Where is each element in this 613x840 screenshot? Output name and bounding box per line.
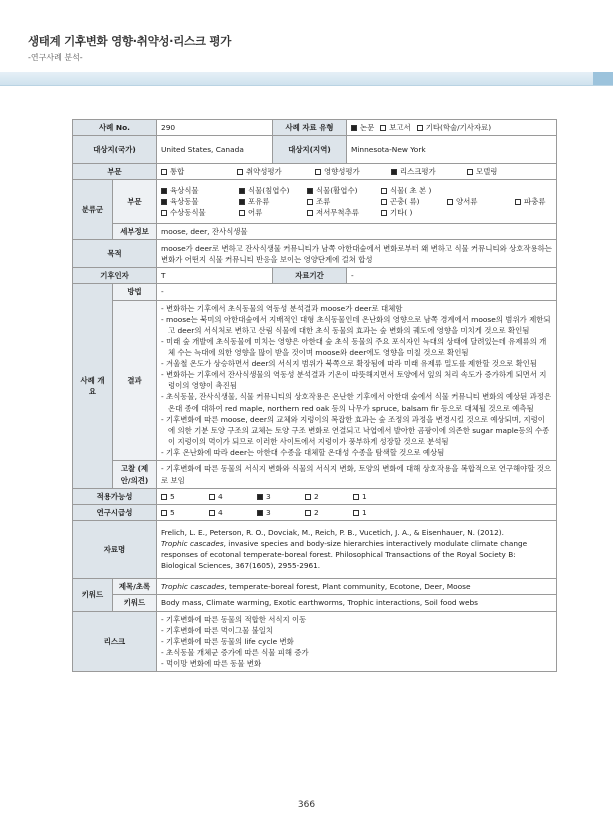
checkbox-option[interactable]: [307, 185, 375, 196]
checkbox-label: 1: [362, 492, 367, 502]
unchecked-box-icon[interactable]: [239, 210, 245, 216]
checked-box-icon[interactable]: [307, 188, 313, 194]
checkbox-option[interactable]: [381, 196, 441, 207]
checkbox-label: 식물(활엽수): [316, 186, 358, 196]
checkbox-label: 모델링: [476, 167, 498, 177]
data-type-options: [347, 120, 557, 136]
unchecked-box-icon[interactable]: [381, 199, 387, 205]
kw-title-italic: Trophic cascades: [161, 582, 225, 592]
climate-factor-label: 기후인자: [73, 268, 157, 284]
checkbox-label: 1: [362, 508, 367, 518]
page-header-subtitle: -연구사례 분석-: [28, 53, 83, 62]
checkbox-option[interactable]: [417, 122, 491, 133]
unchecked-box-icon[interactable]: [380, 125, 386, 131]
results-item: - 미래 숲 개발에 초식동물에 미치는 영향은 아한대 숲 초식 동물의 주요 포식자인 늑대의 상태에 달려있는데 유제류의 개체 수는 늑대에 의한 영향을 많이 받을 것이며 moose와 deer에도 영향을 미칠 것으로 확인됨: [161, 336, 547, 357]
checkbox-label: 파충류: [524, 197, 546, 207]
checked-box-icon[interactable]: [161, 199, 167, 205]
method-value: -: [157, 284, 557, 300]
unchecked-box-icon[interactable]: [161, 210, 167, 216]
unchecked-box-icon[interactable]: [447, 199, 453, 205]
checkbox-option[interactable]: [237, 166, 309, 177]
unchecked-box-icon[interactable]: [307, 210, 313, 216]
checked-box-icon[interactable]: [257, 494, 263, 500]
checkbox-option[interactable]: [353, 507, 395, 518]
period-label: 자료기간: [273, 268, 347, 284]
checkbox-option[interactable]: [305, 491, 347, 502]
checkbox-option[interactable]: [239, 185, 301, 196]
results-item: - 초식동물, 잔사식생물, 식물 커뮤니티의 상호작용은 온난한 기후에서 아한대 숲에서 식물 커뮤니티 변화의 예상된 과정은 온대 종에 대하여 red maple, northern red oak 등의 나무가 spruce, balsam fir 등으로 대체될 것으로 예측됨: [161, 392, 552, 413]
country-value: United States, Canada: [157, 136, 273, 164]
discussion-value: - 기후변화에 따른 동물의 서식지 변화와 식물의 서식지 변화, 토양의 변화에 대해 상호작용을 복합적으로 연구해야할 것으로 보임: [157, 461, 557, 489]
discussion-label: 고찰 (제안/의견): [113, 461, 157, 489]
checkbox-option[interactable]: [381, 207, 441, 218]
risk-item: - 먹이망 변화에 따른 동물 변화: [161, 658, 262, 668]
risk-value: [157, 611, 557, 672]
classification-label: 분류군: [73, 180, 113, 240]
unchecked-box-icon[interactable]: [381, 188, 387, 194]
class-sector-label: 부문: [113, 180, 157, 224]
page-header-title: 생태계 기후변화 영향·취약성·리스크 평가: [28, 34, 231, 48]
checkbox-option[interactable]: [351, 122, 374, 133]
source-authors: Frelich, L. E., Peterson, R. O., Dovciak, M., Reich, P. B., Vucetich, J. A., & Eisenhauer, N. (2012).: [161, 527, 504, 537]
header-band-accent: [593, 72, 613, 85]
checkbox-option[interactable]: [257, 507, 299, 518]
class-options: [157, 180, 557, 224]
unchecked-box-icon[interactable]: [237, 169, 243, 175]
period-value: -: [347, 268, 557, 284]
unchecked-box-icon[interactable]: [381, 210, 387, 216]
checkbox-label: 수상동식물: [170, 208, 206, 218]
checkbox-label: 4: [218, 508, 223, 518]
unchecked-box-icon[interactable]: [417, 125, 423, 131]
header-band: [0, 72, 613, 85]
kw-title-value: [157, 579, 557, 595]
checkbox-label: 기타(학술/기사자료): [425, 123, 492, 132]
checked-box-icon[interactable]: [391, 169, 397, 175]
checkbox-label: 취약성평가: [246, 167, 282, 177]
checkbox-option[interactable]: [209, 507, 251, 518]
unchecked-box-icon[interactable]: [515, 199, 521, 205]
checkbox-label: 리스크평가: [400, 167, 436, 177]
risk-label: 리스크: [73, 611, 157, 672]
risk-item: - 기후변화에 따른 동물의 life cycle 변화: [161, 636, 294, 646]
checkbox-option[interactable]: [315, 166, 385, 177]
checkbox-label: 2: [314, 492, 319, 502]
checkbox-label: 5: [170, 492, 175, 502]
sector-options: [157, 164, 557, 180]
purpose-value: moose가 deer로 변하고 잔사식생물 커뮤니티가 남쪽 아한대숲에서 변화로부터 왜 변하고 식물 커뮤니티와 상호작용하는 변화가 어떤지 식물 커뮤니티 반응을 보이는 영양단계에 걸쳐 합성: [157, 240, 557, 268]
checkbox-label: 저서무척추류: [316, 208, 359, 218]
checkbox-label: 어류: [248, 208, 263, 218]
checkbox-option[interactable]: [161, 491, 203, 502]
purpose-label: 목적: [73, 240, 157, 268]
unchecked-box-icon[interactable]: [467, 169, 473, 175]
checkbox-option[interactable]: [209, 491, 251, 502]
applicability-label: 적용가능성: [73, 489, 157, 505]
checkbox-option[interactable]: [391, 166, 461, 177]
page-number: 366: [297, 800, 316, 810]
checkbox-option[interactable]: [161, 196, 233, 207]
checkbox-label: 보고서: [389, 123, 411, 132]
checked-box-icon[interactable]: [351, 125, 357, 131]
kw-keywords-value: Body mass, Climate warming, Exotic earthworms, Trophic interactions, Soil food webs: [157, 595, 557, 611]
checkbox-label: 육상식물: [170, 186, 199, 196]
source-title-italic: Trophic cascades: [161, 538, 224, 548]
unchecked-box-icon[interactable]: [307, 199, 313, 205]
method-label: 방법: [113, 284, 157, 300]
results-item: - 기후 온난화에 따라 deer는 아한대 수종을 대체할 온대성 수종을 탐색할 것으로 예상됨: [161, 447, 445, 457]
checkbox-option[interactable]: [161, 185, 233, 196]
checkbox-label: 3: [266, 508, 271, 518]
source-label: 자료명: [73, 521, 157, 579]
checkbox-label: 5: [170, 508, 175, 518]
case-no-value: 290: [157, 120, 273, 136]
urgency-options: [157, 505, 557, 521]
sector-label: 부문: [73, 164, 157, 180]
checkbox-label: 통합: [170, 167, 185, 177]
checkbox-option[interactable]: [305, 507, 347, 518]
results-value: [157, 300, 557, 461]
kw-title-rest: , temperate-boreal forest, Plant community, Ecotone, Deer, Moose: [224, 582, 471, 592]
checkbox-option[interactable]: [380, 122, 410, 133]
checkbox-label: 4: [218, 492, 223, 502]
checkbox-option[interactable]: [381, 185, 501, 196]
unchecked-box-icon[interactable]: [161, 510, 167, 516]
results-item: - 겨울철 온도가 상승하면서 deer의 서식지 범위가 북쪽으로 확장됨에 따라 미래 유제류 밀도를 제한할 것으로 확인됨: [161, 359, 538, 369]
risk-item: - 기후변화에 따른 동물의 적합한 서식지 이동: [161, 614, 307, 624]
source-value: [157, 521, 557, 579]
checkbox-label: 식물( 초 본 ): [390, 186, 432, 196]
unchecked-box-icon[interactable]: [353, 510, 359, 516]
checkbox-label: 기타( ): [390, 208, 413, 218]
country-label: 대상지(국가): [73, 136, 157, 164]
results-item: - moose는 북미의 아한대숲에서 지배적인 대형 초식동물인데 온난화의 영향으로 남쪽 경계에서 moose의 범위가 제한되고 deer의 서식처로 변하고 산림 식물에 대한 초식 동물의 효과는 숲 변화의 궤도에 영향을 미치게 것으로 확인됨: [161, 314, 551, 335]
checkbox-option[interactable]: [239, 207, 301, 218]
checkbox-option[interactable]: [307, 207, 375, 218]
checkbox-option[interactable]: [515, 196, 545, 207]
region-value: Minnesota-New York: [347, 136, 557, 164]
keywords-label: 키워드: [73, 579, 113, 611]
source-title-rest: , invasive species and body-size hierarchies interactively modulate climate change responses of ecotonal temperate-boreal forest. Philosophical Transactions of the Royal Society B: Biological Sciences, 367(1605), 2955-2961.: [161, 538, 528, 570]
case-no-label: 사례 No.: [73, 120, 157, 136]
checkbox-option[interactable]: [161, 207, 233, 218]
checkbox-label: 포유류: [248, 197, 270, 207]
checkbox-option[interactable]: [447, 196, 509, 207]
checkbox-label: 2: [314, 508, 319, 518]
unchecked-box-icon[interactable]: [353, 494, 359, 500]
checked-box-icon[interactable]: [257, 510, 263, 516]
results-item: - 변화하는 기후에서 초식동물의 역동성 분석결과 moose가 deer로 대체함: [161, 303, 403, 313]
applicability-options: [157, 489, 557, 505]
checked-box-icon[interactable]: [161, 188, 167, 194]
data-type-label: 사례 자료 유형: [273, 120, 347, 136]
unchecked-box-icon[interactable]: [315, 169, 321, 175]
checkbox-option[interactable]: [307, 196, 375, 207]
unchecked-box-icon[interactable]: [305, 494, 311, 500]
checkbox-option[interactable]: [257, 491, 299, 502]
checkbox-label: 영향성평가: [324, 167, 360, 177]
checkbox-label: 식물(침엽수): [248, 186, 290, 196]
unchecked-box-icon[interactable]: [209, 510, 215, 516]
urgency-label: 연구시급성: [73, 505, 157, 521]
case-table: [72, 119, 557, 672]
checkbox-label: 양서류: [456, 197, 478, 207]
kw-title-label: 제목/초록: [113, 579, 157, 595]
checkbox-label: 3: [266, 492, 271, 502]
results-item: - 변화하는 기후에서 잔사식생물의 역동성 분석결과 기온이 따뜻해지면서 토양에서 잎의 처리 속도가 증가하게 되면서 지렁이의 영향이 촉진됨: [161, 370, 547, 391]
climate-factor-value: T: [157, 268, 273, 284]
checkbox-option[interactable]: [467, 166, 527, 177]
overview-label: 사례 개요: [73, 284, 113, 489]
checkbox-option[interactable]: [161, 166, 231, 177]
risk-item: - 기후변화에 따른 먹이그물 불일치: [161, 625, 274, 635]
detail-label: 세부정보: [113, 224, 157, 240]
checkbox-option[interactable]: [353, 491, 395, 502]
results-label: 결과: [113, 300, 157, 461]
unchecked-box-icon[interactable]: [305, 510, 311, 516]
kw-keywords-label: 키워드: [113, 595, 157, 611]
region-label: 대상지(지역): [273, 136, 347, 164]
checkbox-label: 육상동물: [170, 197, 199, 207]
checkbox-option[interactable]: [239, 196, 301, 207]
checkbox-label: 논문: [360, 123, 375, 132]
checked-box-icon[interactable]: [239, 188, 245, 194]
checkbox-label: 곤충( 류): [390, 197, 420, 207]
unchecked-box-icon[interactable]: [161, 169, 167, 175]
checked-box-icon[interactable]: [239, 199, 245, 205]
checkbox-label: 조류: [316, 197, 331, 207]
detail-value: moose, deer, 잔사식생물: [157, 224, 557, 240]
risk-item: - 초식동물 개체군 증가에 따른 식물 피해 증가: [161, 647, 309, 657]
results-item: - 기후변화에 따른 moose, deer의 교체와 지렁이의 복잡한 효과는 숲 조정의 과정을 변경시킬 것으로 예상되며, 지렁이에 의한 기분 토양 구조의 교체는 토양 구조 변화로 연결되고 낙엽에서 발아한 곰팡이에 의존한 sugar maple등의 수종이 지렁이의 먹이가 되므로 이러한 사이트에서 지렁이가 풍부하게 성장할 것으로 분석됨: [161, 414, 550, 446]
unchecked-box-icon[interactable]: [209, 494, 215, 500]
header-divider: [0, 85, 613, 86]
checkbox-option[interactable]: [161, 507, 203, 518]
unchecked-box-icon[interactable]: [161, 494, 167, 500]
